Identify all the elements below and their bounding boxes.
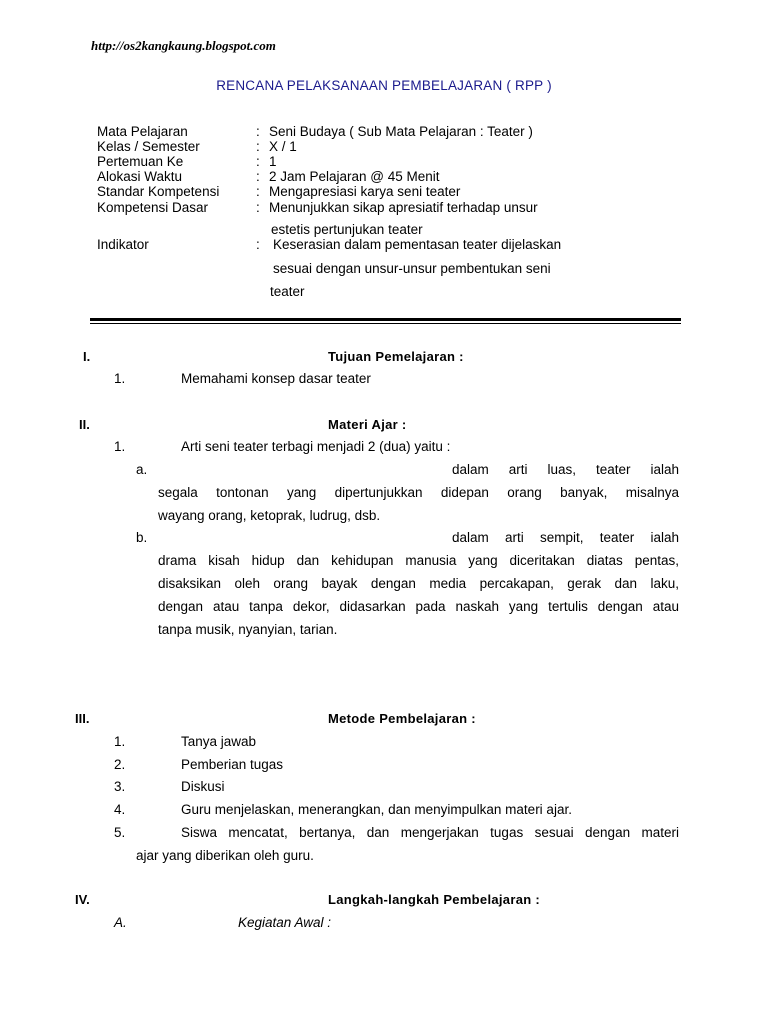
identity-colon: : [256,124,260,139]
paragraph-line: disaksikan oleh orang bayak dengan media percakapan, gerak dan laku, [158,576,679,591]
identity-value-continued: estetis pertunjukan teater [271,222,423,237]
list-item-continued: ajar yang diberikan oleh guru. [136,848,314,863]
identity-value: Mengapresiasi karya seni teater [269,184,461,199]
list-item: Siswa mencatat, bertanya, dan mengerjakan tugas sesuai dengan materi [181,825,679,840]
section-number: IV. [75,892,90,907]
section-heading: Tujuan Pemelajaran : [328,349,464,364]
list-number: 5. [114,825,126,840]
identity-label: Pertemuan Ke [97,154,184,169]
identity-colon: : [256,237,260,252]
section-heading: Materi Ajar : [328,417,407,432]
sublist-lead-text: dalam arti luas, teater ialah [452,462,679,477]
identity-label: Mata Pelajaran [97,124,188,139]
identity-label: Kompetensi Dasar [97,200,209,215]
identity-colon: : [256,139,260,154]
identity-label: Standar Kompetensi [97,184,220,199]
identity-colon: : [256,200,260,215]
list-item: Pemberian tugas [181,757,284,772]
list-number: 1. [114,734,126,749]
double-rule-thin [90,323,681,324]
section-number: II. [79,417,90,432]
identity-colon: : [256,154,260,169]
identity-value: X / 1 [269,139,297,154]
identity-value: 2 Jam Pelajaran @ 45 Menit [269,169,440,184]
list-number: 1. [114,439,126,454]
paragraph-line: wayang orang, ketoprak, ludrug, dsb. [158,508,381,523]
identity-value-continued: teater [270,284,305,299]
identity-value: Seni Budaya ( Sub Mata Pelajaran : Teater ) [269,124,533,139]
identity-colon: : [256,184,260,199]
list-number: 4. [114,802,126,817]
sublist-lead-text: dalam arti sempit, teater ialah [452,530,679,545]
list-number: 3. [114,779,126,794]
subsection-heading: Kegiatan Awal : [238,915,332,930]
identity-value: 1 [269,154,277,169]
list-number: 2. [114,757,126,772]
section-number: III. [75,711,90,726]
paragraph-line: dengan atau tanpa dekor, didasarkan pada naskah yang tertulis dengan atau [158,599,679,614]
identity-colon: : [256,169,260,184]
identity-label: Kelas / Semester [97,139,200,154]
list-item: Tanya jawab [181,734,257,749]
blog-url: http://os2kangkaung.blogspot.com [91,38,276,53]
list-number: 1. [114,371,126,386]
paragraph-line: tanpa musik, nyanyian, tarian. [158,622,338,637]
section-heading: Metode Pembelajaran : [328,711,476,726]
document-title: RENCANA PELAKSANAAN PEMBELAJARAN ( RPP ) [216,78,552,93]
identity-value-continued: sesuai dengan unsur-unsur pembentukan seni [273,261,551,276]
list-item: Guru menjelaskan, menerangkan, dan menyimpulkan materi ajar. [181,802,572,817]
list-item: Memahami konsep dasar teater [181,371,371,386]
list-item: Diskusi [181,779,225,794]
sublist-letter: b. [136,530,148,545]
identity-value: Keserasian dalam pementasan teater dijelaskan [273,237,562,252]
paragraph-line: drama kisah hidup dan kehidupan manusia yang diceritakan diatas pentas, [158,553,679,568]
paragraph-line: segala tontonan yang dipertunjukkan didepan orang banyak, misalnya [158,485,679,500]
double-rule-thick [90,318,681,321]
list-item: Arti seni teater terbagi menjadi 2 (dua) yaitu : [181,439,451,454]
section-number: I. [83,349,91,364]
identity-value: Menunjukkan sikap apresiatif terhadap unsur [269,200,538,215]
identity-label: Alokasi Waktu [97,169,183,184]
identity-label: Indikator [97,237,149,252]
sublist-letter: A. [114,915,127,930]
section-heading: Langkah-langkah Pembelajaran : [328,892,541,907]
sublist-letter: a. [136,462,148,477]
